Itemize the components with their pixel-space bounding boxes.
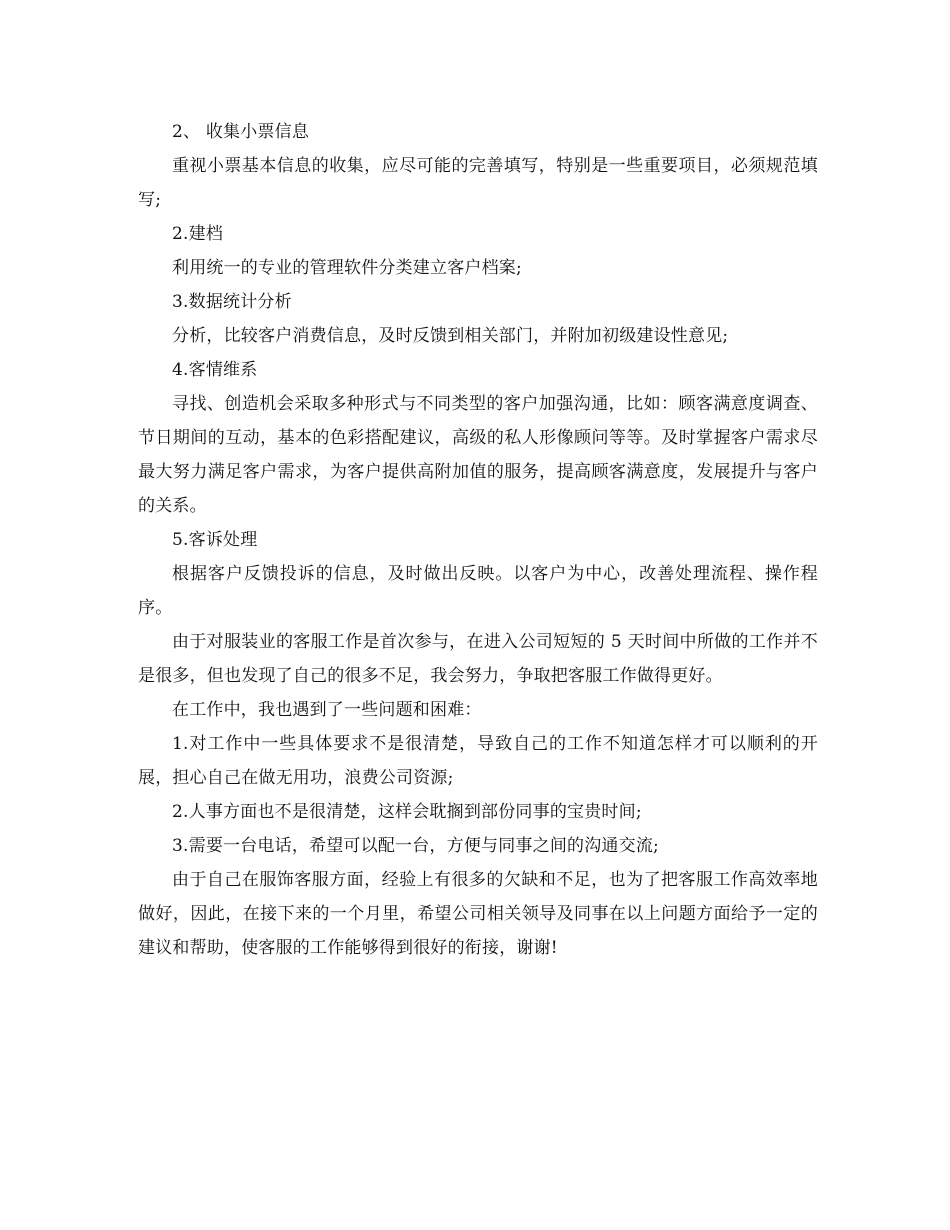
paragraph-closing: 由于自己在服饰客服方面，经验上有很多的欠缺和不足，也为了把客服工作高效率地做好，因此，在接下来的一个月里，希望公司相关领导及同事在以上问题方面给予一定的建议和帮助，使客服的工作能够得到很好的衔接，谢谢! (138, 870, 818, 958)
section-heading-filing: 2.建档 (172, 224, 224, 244)
paragraph-problems-intro: 在工作中，我也遇到了一些问题和困难： (172, 700, 482, 720)
paragraph-customer-relations: 寻找、创造机会采取多种形式与不同类型的客户加强沟通，比如：顾客满意度调查、节日期间的互动，基本的色彩搭配建议，高级的私人形像顾问等等。及时掌握客户需求尽最大努力满足客户需求，为客户提供高附加值的服务，提高顾客满意度，发展提升与客户的关系。 (138, 394, 818, 516)
section-heading-complaints: 5.客诉处理 (172, 530, 258, 550)
document-body (138, 115, 818, 965)
paragraph-filing: 利用统一的专业的管理软件分类建立客户档案; (172, 258, 522, 278)
paragraph-data-analysis: 分析，比较客户消费信息，及时反馈到相关部门，并附加初级建设性意见; (172, 326, 729, 346)
section-heading-customer-relations: 4.客情维系 (172, 360, 258, 380)
section-heading-collect-receipt: 2、 收集小票信息 (172, 122, 310, 142)
paragraph-problem-2: 2.人事方面也不是很清楚，这样会耽搁到部份同事的宝贵时间; (172, 802, 642, 822)
paragraph-summary: 由于对服装业的客服工作是首次参与，在进入公司短短的 5 天时间中所做的工作并不是很多，但也发现了自己的很多不足，我会努力，争取把客服工作做得更好。 (138, 632, 818, 686)
paragraph-problem-1: 1.对工作中一些具体要求不是很清楚，导致自己的工作不知道怎样才可以顺利的开展，担心自己在做无用功，浪费公司资源; (138, 734, 818, 788)
paragraph-problem-3: 3.需要一台电话，希望可以配一台，方便与同事之间的沟通交流; (172, 836, 659, 856)
section-heading-data-analysis: 3.数据统计分析 (172, 292, 292, 312)
paragraph-complaints: 根据客户反馈投诉的信息，及时做出反映。以客户为中心，改善处理流程、操作程序。 (138, 564, 818, 618)
paragraph-receipt-info: 重视小票基本信息的收集，应尽可能的完善填写，特别是一些重要项目，必须规范填写; (138, 156, 818, 210)
